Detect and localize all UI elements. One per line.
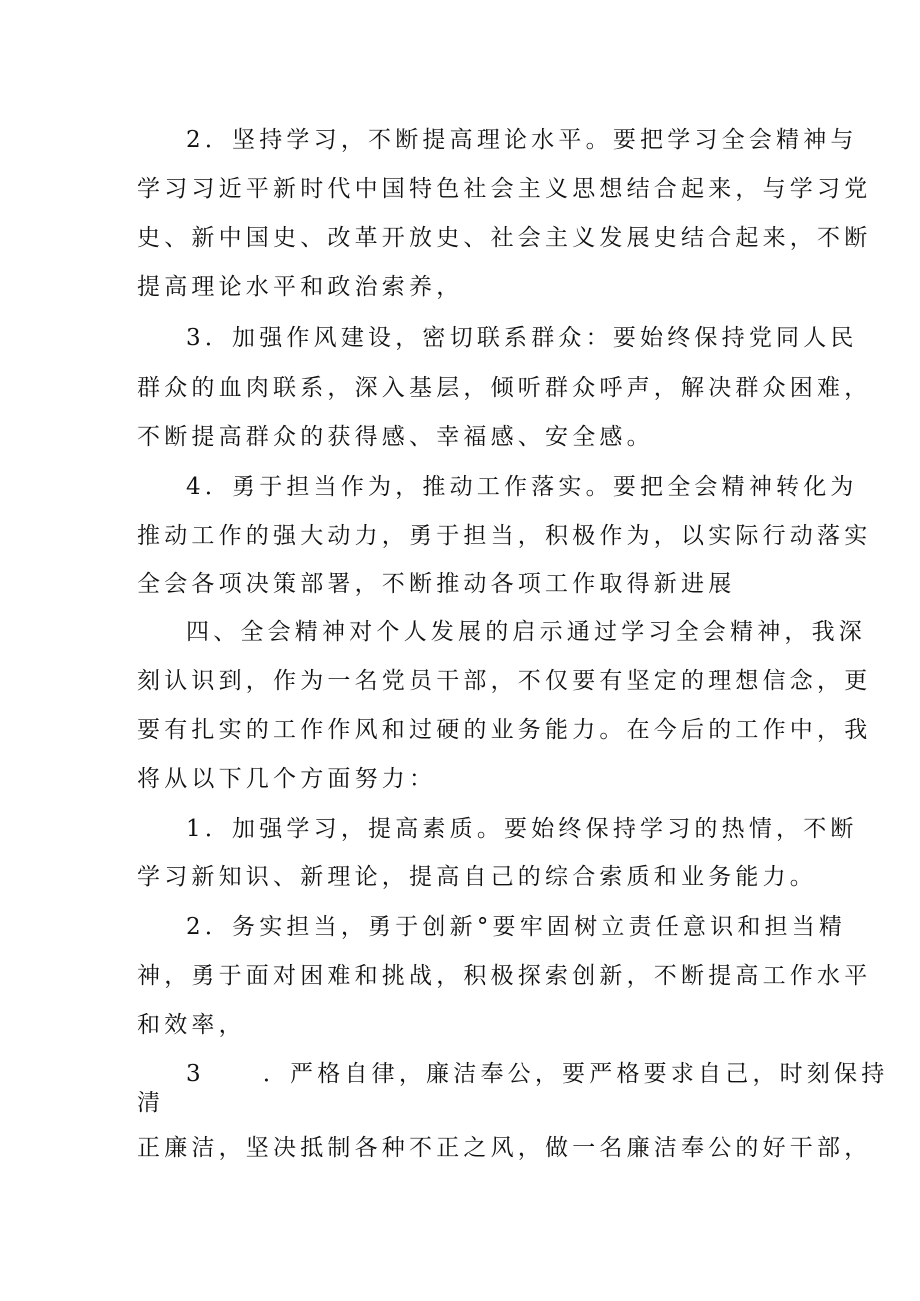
paragraph-line: 提高理论水平和政治索养，	[137, 274, 464, 300]
paragraph-line: 3．加强作风建设，密切联系群众：要始终保持党同人民	[186, 325, 858, 351]
paragraph-line: 要有扎实的工作作风和过硬的业务能力。在今后的工作中，我	[137, 717, 872, 743]
paragraph-line: 和效率，	[137, 1012, 246, 1038]
paragraph-line: 清	[137, 1090, 165, 1116]
paragraph-line: 不断提高群众的获得感、幸福感、安全感。	[137, 424, 654, 450]
paragraph-line: 4．勇于担当作为，推动工作落实。要把全会精神转化为	[186, 474, 858, 500]
paragraph-line: 神，勇于面对困难和挑战，积极探索创新，不断提高工作水平	[137, 963, 872, 989]
paragraph-line: 推动工作的强大动力，勇于担当，积极作为，以实际行动落实	[137, 523, 872, 549]
paragraph-line: 全会各项决策部署，不断推动各项工作取得新进展	[137, 571, 736, 597]
paragraph-line: 2．坚持学习，不断提高理论水平。要把学习全会精神与	[186, 127, 858, 153]
paragraph-line: 学习习近平新时代中国特色社会主义思想结合起来，与学习党	[137, 176, 872, 202]
paragraph-line: 学习新知识、新理论，提高自己的综合索质和业务能力。	[137, 864, 817, 890]
paragraph-line: 史、新中国史、改革开放史、社会主义发展史结合起来，不断	[137, 225, 872, 251]
paragraph-line: 将从以下几个方面努力：	[137, 766, 437, 792]
item-text: ．严格自律，廉洁奉公，要严格要求自己，时刻保持	[262, 1061, 889, 1087]
paragraph-line: 群众的血肉联系，深入基层，倾听群众呼声，解决群众困难，	[137, 375, 872, 401]
paragraph-line: 2．务实担当，勇于创新°要牢固树立责任意识和担当精	[186, 914, 847, 940]
paragraph-line: 正廉洁，坚决抵制各种不正之风，做一名廉洁奉公的好干部，	[137, 1135, 872, 1161]
paragraph-line: 1．加强学习，提高素质。要始终保持学习的热情，不断	[186, 816, 858, 842]
section-heading-line: 四、全会精神对个人发展的启示通过学习全会精神，我深	[186, 619, 866, 645]
item-number: 3	[186, 1061, 205, 1087]
paragraph-line: 刻认识到，作为一名党员干部，不仅要有坚定的理想信念，更	[137, 668, 872, 694]
